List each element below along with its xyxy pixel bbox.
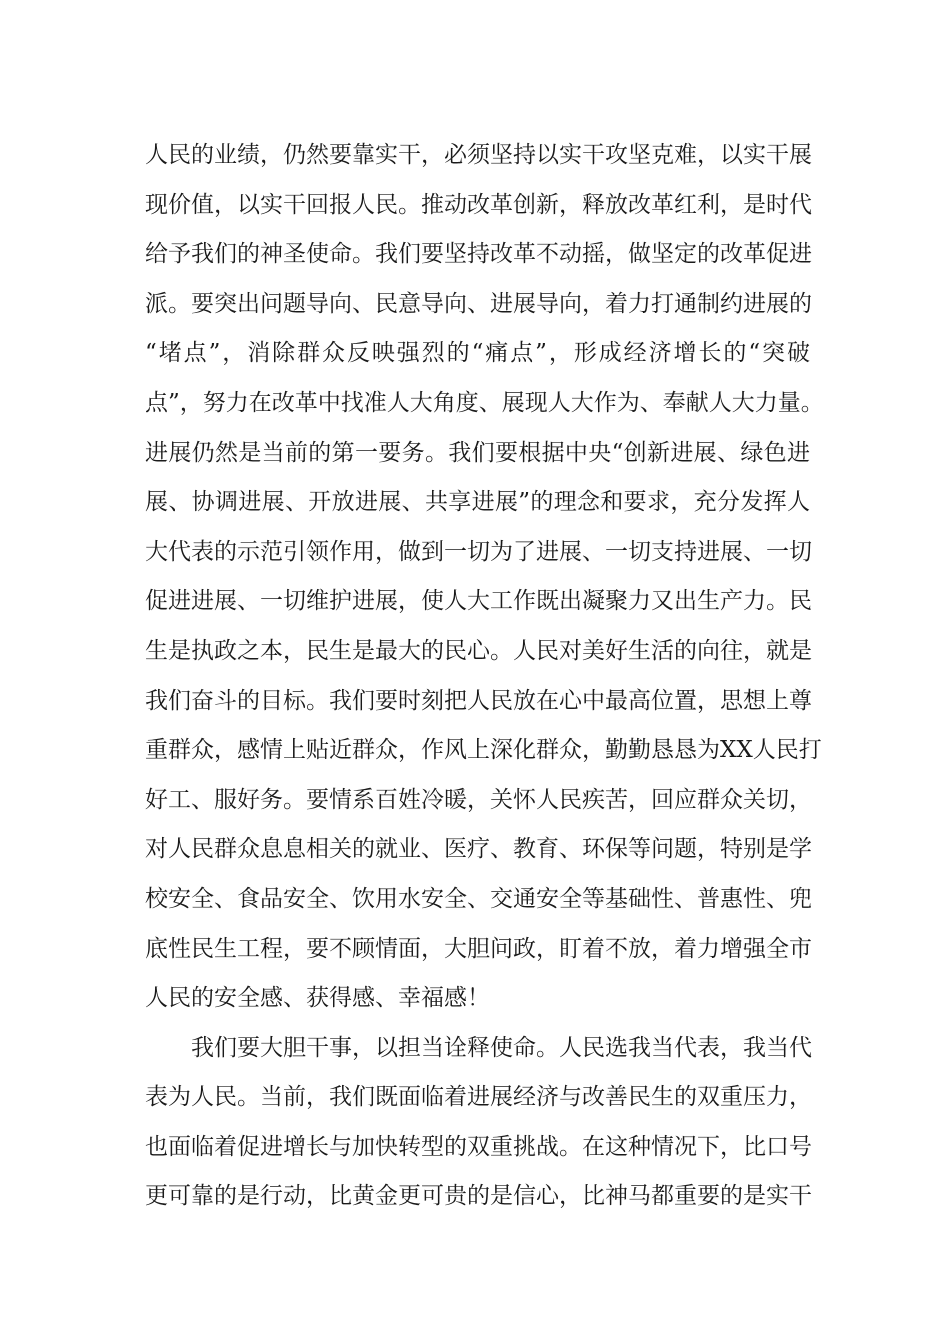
text-line: 更可靠的是行动，比黄金更可贵的是信心，比神马都重要的是实干 (145, 1183, 812, 1210)
text-line: 底性民生工程，要不顾情面，大胆问政，盯着不放，着力增强全市 (145, 935, 812, 962)
text-line: 现价值，以实干回报人民。推动改革创新，释放改革红利，是时代 (145, 191, 812, 218)
body-text (145, 131, 824, 1222)
text-line: 生是执政之本，民生是最大的民心。人民对美好生活的向往，就是 (145, 637, 812, 664)
text-line: 重群众，感情上贴近群众，作风上深化群众，勤勤恳恳为XX人民打 (145, 737, 822, 764)
text-line: 也面临着促进增长与加快转型的双重挑战。在这种情况下，比口号 (145, 1133, 812, 1160)
text-line: 我们奋斗的目标。我们要时刻把人民放在心中最高位置，思想上尊 (145, 687, 812, 714)
paragraph-end-line: 人民的安全感、获得感、幸福感！ (145, 985, 490, 1012)
text-line: 点”，努力在改革中找准人大角度、展现人大作为、奉献人大力量。 (145, 389, 824, 416)
text-line: 促进进展、一切维护进展，使人大工作既出凝聚力又出生产力。民 (145, 588, 812, 615)
text-line: “堵点”，消除群众反映强烈的“痛点”，形成经济增长的“突破 (145, 340, 810, 367)
text-line: 人民的业绩，仍然要靠实干，必须坚持以实干攻坚克难，以实干展 (145, 142, 812, 168)
paragraph-start-line: 我们要大胆干事，以担当诠释使命。人民选我当代表，我当代 (191, 1034, 812, 1061)
text-line: 对人民群众息息相关的就业、医疗、教育、环保等问题，特别是学 (145, 836, 812, 863)
text-line: 表为人民。当前，我们既面临着进展经济与改善民生的双重压力， (145, 1084, 812, 1111)
text-line: 大代表的示范引领作用，做到一切为了进展、一切支持进展、一切 (145, 538, 812, 565)
text-line: 展、协调进展、开放进展、共享进展”的理念和要求，充分发挥人 (145, 489, 810, 516)
text-line: 校安全、食品安全、饮用水安全、交通安全等基础性、普惠性、兜 (145, 885, 812, 912)
text-line: 派。要突出问题导向、民意导向、进展导向，着力打通制约进展的 (145, 290, 812, 317)
text-line: 好工、服好务。要情系百姓冷暖，关怀人民疾苦，回应群众关切， (145, 786, 812, 813)
text-line: 给予我们的神圣使命。我们要坚持改革不动摇，做坚定的改革促进 (145, 241, 812, 268)
text-line: 进展仍然是当前的第一要务。我们要根据中央“创新进展、绿色进 (145, 439, 810, 466)
